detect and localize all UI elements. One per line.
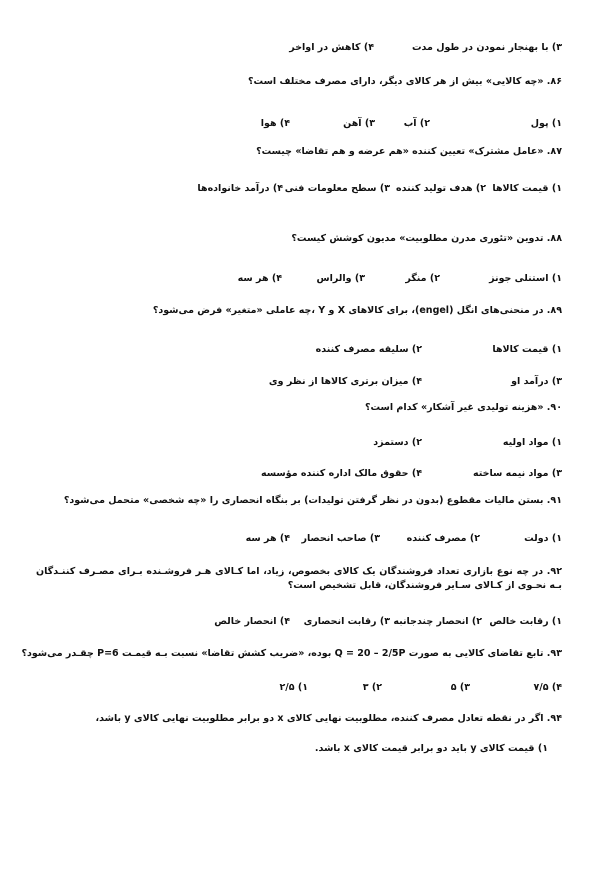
- q92-option-1[interactable]: ۱) رقابت خالص: [489, 616, 562, 627]
- q91-stem: ۹۱. بستن مالیات مقطوع (بدون در نظر گرفتن تولیدات) بر بنگاه انحصاری را «چه شخصی» متحمل می‌شود؟: [63, 495, 562, 506]
- q93-stem: ۹۳. تابع تقاضای کالایی به صورت Q = 20 – 2/5P بوده، «ضریب کشش تقاضا» نسبت بـه قیمـت P=6 چقـدر می‌شود؟: [21, 648, 562, 659]
- q93-option-2[interactable]: ۲) ۳: [362, 682, 382, 693]
- q94-stem: ۹۴. اگر در نقطه تعادل مصرف کننده، مطلوبیت نهایی کالای x دو برابر مطلوبیت نهایی کالای y باشد،: [95, 713, 562, 724]
- q90-option-3[interactable]: ۳) مواد نیمه ساخته: [472, 468, 562, 479]
- q87-option-1[interactable]: ۱) قیمت کالاها: [492, 183, 562, 194]
- q86-option-1[interactable]: ۱) پول: [530, 118, 562, 129]
- q90-stem: ۹۰. «هزینه تولیدی غیر آشکار» کدام است؟: [364, 402, 562, 413]
- q86-option-2[interactable]: ۲) آب: [403, 118, 430, 129]
- q85-option-4[interactable]: ۴) کاهش در اواخر: [289, 42, 374, 53]
- q93-option-4[interactable]: ۴) ۷/۵: [533, 682, 562, 693]
- q91-option-2[interactable]: ۲) مصرف کننده: [406, 533, 480, 544]
- q92-option-2[interactable]: ۲) انحصار چندجانبه: [393, 616, 482, 627]
- q86-option-4[interactable]: ۴) هوا: [260, 118, 290, 129]
- q89-option-3[interactable]: ۳) درآمد او: [511, 376, 562, 387]
- q88-option-4[interactable]: ۴) هر سه: [237, 273, 282, 284]
- q91-option-4[interactable]: ۴) هر سه: [245, 533, 290, 544]
- q89-option-2[interactable]: ۲) سلیقه مصرف کننده: [315, 344, 422, 355]
- q87-option-3[interactable]: ۳) سطح معلومات فنی: [284, 183, 390, 194]
- q93-option-1[interactable]: ۱) ۲/۵: [279, 682, 308, 693]
- q88-stem: ۸۸. تدوین «تئوری مدرن مطلوبیت» مدیون کوشش کیست؟: [291, 233, 562, 244]
- q93-option-3[interactable]: ۳) ۵: [450, 682, 470, 693]
- q92-stem: ۹۲. در چه نوع بازاری تعداد فروشندگان یک کالای بخصوص، زیاد، اما کـالای هـر فروشـنده بـرای مصـرف کننـدگان بـه نحـوی از کـالای سـایر فروشندگان، قابل تشخیص است؟: [36, 566, 562, 591]
- q89-option-1[interactable]: ۱) قیمت کالاها: [492, 344, 562, 355]
- q89-option-4[interactable]: ۴) میزان برتری کالاها از نظر وی: [268, 376, 422, 387]
- q94-option-1[interactable]: ۱) قیمت کالای y باید دو برابر قیمت کالای x باشد.: [314, 743, 548, 754]
- q86-option-3[interactable]: ۳) آهن: [343, 118, 375, 129]
- q87-option-4[interactable]: ۴) درآمد خانواده‌ها: [197, 183, 283, 194]
- q90-option-1[interactable]: ۱) مواد اولیه: [502, 437, 562, 448]
- q87-option-2[interactable]: ۲) هدف تولید کننده: [395, 183, 486, 194]
- q86-stem: ۸۶. «چه کالایی» بیش از هر کالای دیگر، دارای مصرف مختلف است؟: [248, 76, 562, 87]
- q87-stem: ۸۷. «عامل مشترک» تعیین کننده «هم عرضه و هم تقاضا» چیست؟: [256, 146, 562, 157]
- q91-option-1[interactable]: ۱) دولت: [524, 533, 562, 544]
- q88-option-2[interactable]: ۲) منگر: [405, 273, 440, 284]
- q88-option-3[interactable]: ۳) والراس: [316, 273, 365, 284]
- q90-option-2[interactable]: ۲) دستمزد: [373, 437, 422, 448]
- q91-option-3[interactable]: ۳) صاحب انحصار: [301, 533, 380, 544]
- q92-option-3[interactable]: ۳) رقابت انحصاری: [303, 616, 390, 627]
- q90-option-4[interactable]: ۴) حقوق مالک اداره کننده مؤسسه: [260, 468, 422, 479]
- q89-stem: ۸۹. در منحنی‌های انگل (engel)، برای کالاهای X و Y ،چه عاملی «متغیر» فرض می‌شود؟: [152, 305, 562, 316]
- q92-option-4[interactable]: ۴) انحصار خالص: [214, 616, 290, 627]
- q85-option-3[interactable]: ۳) با بهنجار نمودن در طول مدت: [411, 42, 562, 53]
- q88-option-1[interactable]: ۱) استنلی جونز: [489, 273, 562, 284]
